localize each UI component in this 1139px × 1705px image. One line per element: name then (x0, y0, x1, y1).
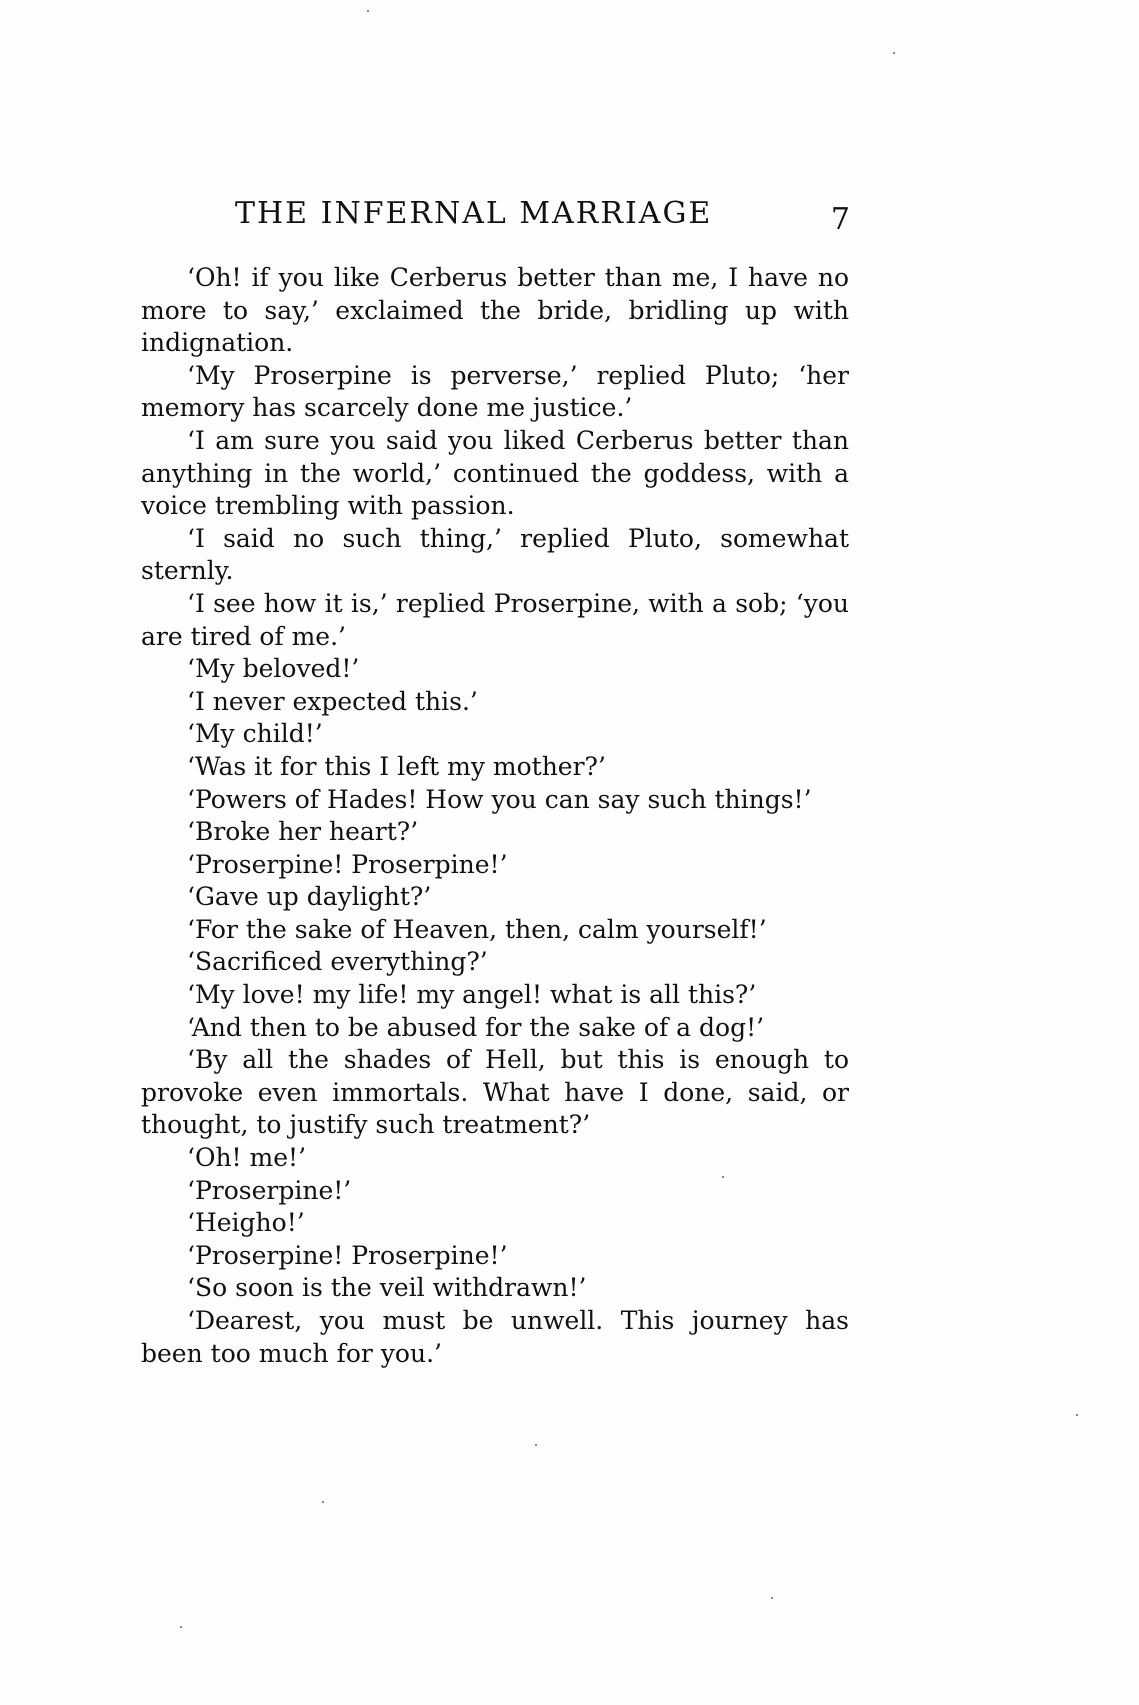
paragraph: ‘Proserpine! Proserpine!’ (187, 1240, 508, 1270)
paragraph: ‘Proserpine!’ (187, 1175, 352, 1205)
scan-speck (893, 52, 895, 54)
scan-speck (180, 1626, 182, 1628)
body-text (141, 262, 849, 1370)
paragraph: ‘I never expected this.’ (187, 686, 478, 716)
paragraph: ‘Gave up daylight?’ (187, 882, 432, 912)
scan-speck (771, 1597, 773, 1599)
paragraph: ‘My Proserpine is perverse,’ replied Pluto; ‘her memory has scarcely done me justice.’ (141, 360, 849, 423)
paragraph: ‘My child!’ (187, 719, 323, 749)
scan-speck (367, 10, 369, 12)
paragraph: ‘For the sake of Heaven, then, calm yourself!’ (187, 914, 767, 944)
paragraph: ‘My beloved!’ (187, 654, 360, 684)
scan-speck (322, 1501, 324, 1503)
paragraph: ‘Proserpine! Proserpine!’ (187, 849, 508, 879)
paragraph: ‘Sacrificed everything?’ (187, 947, 488, 977)
paragraph: ‘Broke her heart?’ (187, 817, 419, 847)
paragraph: ‘My love! my life! my angel! what is all this?’ (187, 980, 757, 1010)
paragraph: ‘Heigho!’ (187, 1208, 305, 1238)
scan-speck (1076, 1414, 1078, 1416)
paragraph: ‘Oh! me!’ (187, 1143, 307, 1173)
paragraph: ‘Powers of Hades! How you can say such things!’ (187, 784, 812, 814)
paragraph: ‘Oh! if you like Cerberus better than me, I have no more to say,’ exclaimed the bride, bridling up with indignation. (141, 263, 849, 358)
scan-speck (722, 1176, 724, 1178)
paragraph: ‘I said no such thing,’ replied Pluto, somewhat sternly. (141, 523, 849, 586)
paragraph: ‘I see how it is,’ replied Proserpine, with a sob; ‘you are tired of me.’ (141, 588, 849, 651)
scan-speck (535, 1444, 537, 1446)
paragraph: ‘I am sure you said you liked Cerberus better than anything in the world,’ continued the goddess, with a voice trembling with passion. (141, 425, 849, 521)
page-number: 7 (830, 202, 850, 237)
paragraph: ‘Was it for this I left my mother?’ (187, 751, 606, 781)
paragraph: ‘By all the shades of Hell, but this is enough to provoke even immortals. What have I done, said, or thought, to justify such treatment?’ (141, 1045, 849, 1140)
running-head (235, 196, 850, 236)
paragraph: ‘So soon is the veil withdrawn!’ (187, 1273, 587, 1303)
paragraph: ‘And then to be abused for the sake of a dog!’ (187, 1012, 765, 1042)
paragraph: ‘Dearest, you must be unwell. This journey has been too much for you.’ (141, 1306, 849, 1368)
running-title: THE INFERNAL MARRIAGE (235, 196, 713, 231)
